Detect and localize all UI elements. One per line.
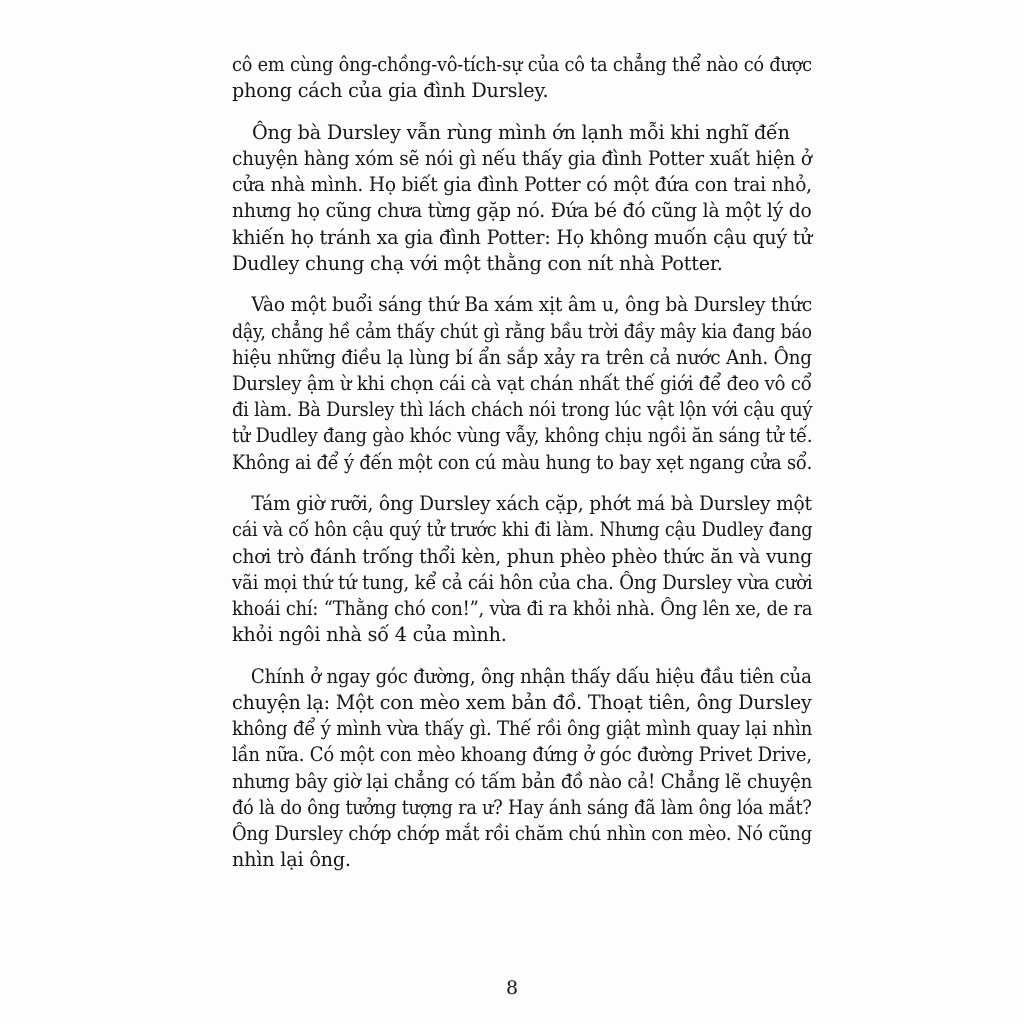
- text-line: chuyện lạ: Một con mèo xem bản đồ. Thoạt tiên, ông Dursley: [232, 691, 812, 715]
- paragraph: [232, 292, 812, 475]
- text-line: cái và cố hôn cậu quý tử trước khi đi làm. Nhưng cậu Dudley đang: [232, 518, 813, 542]
- paragraph: [232, 491, 812, 648]
- text-line: Ông bà Dursley vẫn rùng mình ớn lạnh mỗi khi nghĩ đến: [252, 120, 790, 144]
- text-line: Dursley ậm ừ khi chọn cái cà vạt chán nhất thế giới để đeo vô cổ: [232, 372, 812, 396]
- text-line: khỏi ngôi nhà số 4 của mình.: [232, 623, 507, 647]
- text-line: Dudley chung chạ với một thằng con nít nhà Potter.: [232, 251, 723, 275]
- paragraph: [232, 664, 812, 874]
- text-line: Tám giờ rưỡi, ông Dursley xách cặp, phớt má bà Dursley một: [251, 492, 812, 516]
- text-line: cô em cùng ông-chồng-vô-tích-sự của cô ta chẳng thể nào có được: [232, 53, 812, 76]
- text-line: chuyện hàng xóm sẽ nói gì nếu thấy gia đình Potter xuất hiện ở: [232, 147, 812, 170]
- paragraph-continued: [232, 52, 812, 104]
- text-line: Không ai để ý đến một con cú màu hung to bay xẹt ngang cửa sổ.: [232, 450, 813, 474]
- text-line: dậy, chẳng hề cảm thấy chút gì rằng bầu trời đầy mây kia đang báo: [232, 319, 812, 343]
- text-line: khoái chí: “Thằng chó con!”, vừa đi ra khỏi nhà. Ông lên xe, de ra: [232, 597, 813, 621]
- text-line: lần nữa. Có một con mèo khoang đứng ở góc đường Privet Drive,: [232, 743, 812, 767]
- text-line: cửa nhà mình. Họ biết gia đình Potter có một đứa con trai nhỏ,: [232, 173, 812, 197]
- text-line: vãi mọi thứ tứ tung, kể cả cái hôn của cha. Ông Dursley vừa cười: [232, 570, 813, 594]
- text-line: tử Dudley đang gào khóc vùng vẫy, không chịu ngồi ăn sáng tử tế.: [232, 424, 813, 448]
- text-line: phong cách của gia đình Dursley.: [232, 79, 549, 103]
- text-line: Ông Dursley chớp chớp mắt rồi chăm chú nhìn con mèo. Nó cũng: [232, 822, 812, 846]
- paragraph: [232, 120, 812, 277]
- text-line: đi làm. Bà Dursley thì lách chách nói trong lúc vật lộn với cậu quý: [232, 398, 813, 422]
- text-line: nhìn lại ông.: [232, 848, 351, 872]
- body-text: [232, 52, 812, 889]
- text-line: nhưng bây giờ lại chẳng có tấm bản đồ nào cả! Chẳng lẽ chuyện: [232, 769, 813, 793]
- text-line: Chính ở ngay góc đường, ông nhận thấy dấu hiệu đầu tiên của: [250, 664, 812, 688]
- text-line: không để ý mình vừa thấy gì. Thế rồi ông giật mình quay lại nhìn: [232, 717, 813, 741]
- page-number: 8: [505, 977, 519, 999]
- text-line: khiến họ tránh xa gia đình Potter: Họ không muốn cậu quý tử: [232, 225, 813, 249]
- text-line: hiệu những điều lạ lùng bí ẩn sắp xảy ra trên cả nước Anh. Ông: [232, 345, 812, 369]
- text-line: nhưng họ cũng chưa từng gặp nó. Đứa bé đó cũng là một lý do: [232, 199, 812, 223]
- text-line: đó là do ông tưởng tượng ra ư? Hay ánh sáng đã làm ông lóa mắt?: [232, 795, 812, 819]
- text-line: Vào một buổi sáng thứ Ba xám xịt âm u, ông bà Dursley thức: [251, 293, 813, 317]
- text-line: chơi trò đánh trống thổi kèn, phun phèo phèo thức ăn và vung: [232, 544, 813, 568]
